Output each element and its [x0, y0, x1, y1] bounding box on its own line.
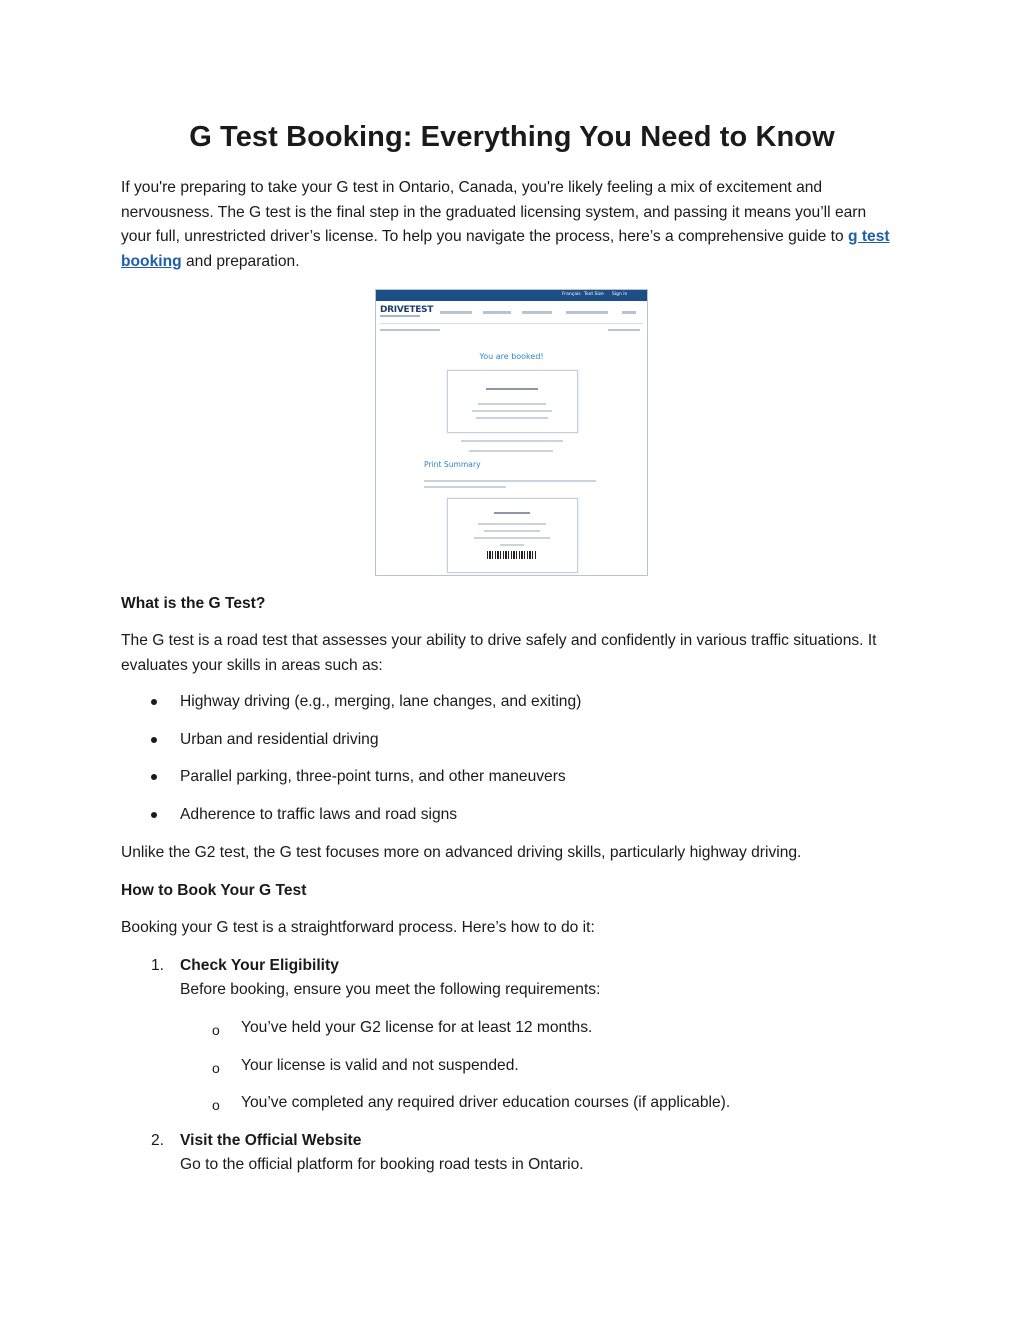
screenshot-sign-in: Sign in: [612, 292, 628, 297]
screenshot-nav-item: [522, 311, 552, 314]
list-item: [121, 690, 881, 728]
section-heading-how: How to Book Your G Test: [121, 882, 307, 899]
logo-tagline: [380, 315, 420, 317]
sub-list-item: [121, 1016, 881, 1054]
bullet-icon: [151, 737, 157, 743]
screenshot-text-size: Text Size: [584, 292, 604, 297]
booking-confirmation-image: [375, 289, 648, 576]
step-1: [121, 954, 881, 1004]
card-line: [478, 403, 546, 405]
list-item-text: Urban and residential driving: [180, 730, 379, 748]
step-title: Visit the Official Website: [180, 1132, 362, 1149]
step-description: Go to the official platform for booking road tests in Ontario.: [180, 1156, 584, 1173]
list-item-text: Parallel parking, three-point turns, and other maneuvers: [180, 768, 566, 786]
sub-list-item-text: You’ve completed any required driver education courses (if applicable).: [241, 1094, 731, 1112]
screenshot-breadcrumb: [380, 329, 440, 331]
screenshot-nav-item: [566, 311, 608, 314]
step-title: Check Your Eligibility: [180, 957, 339, 974]
screenshot-summary-line: [424, 480, 596, 482]
screenshot-summary-line: [424, 486, 506, 488]
list-item: [121, 728, 881, 766]
step-number: 2.: [151, 1132, 165, 1149]
screenshot-topbar: [376, 290, 647, 301]
ticket-line: [474, 537, 550, 539]
ticket-line: [500, 544, 524, 546]
sub-list-item: [121, 1091, 881, 1129]
circle-bullet-icon: o: [212, 1022, 220, 1038]
sub-list-item-text: You’ve held your G2 license for at least 12 months.: [241, 1019, 593, 1036]
screenshot-note-line: [461, 440, 563, 442]
intro-text: If you're preparing to take your G test in Ontario, Canada, you're likely feeling a mix of excitement and nervousness. The G test is the final step in the graduated licensing system, and passing it means you’ll earn your full, unrestricted driver’s license. To help you navigate the process, here’s a comprehensive guide to: [121, 179, 867, 245]
circle-bullet-icon: o: [212, 1059, 220, 1076]
ticket-line: [494, 512, 530, 514]
ticket-line: [484, 530, 540, 532]
what-paragraph: The G test is a road test that assesses your ability to drive safely and confidently in various traffic situations. It evaluates your skills in areas such as:: [121, 632, 877, 674]
list-item-text: Adherence to traffic laws and road signs: [180, 806, 458, 824]
list-item: [121, 765, 881, 803]
intro-paragraph: [121, 176, 896, 274]
how-paragraph: Booking your G test is a straightforward process. Here’s how to do it:: [121, 919, 595, 936]
g-test-booking-link[interactable]: g test booking: [121, 228, 890, 270]
barcode-icon: [487, 551, 537, 559]
screenshot-booked-heading: You are booked!: [479, 352, 544, 361]
list-item: [121, 803, 881, 841]
page-title: G Test Booking: Everything You Need to Know: [189, 121, 835, 153]
section-heading-what: What is the G Test?: [121, 595, 266, 612]
card-line: [486, 388, 538, 390]
screenshot-nav-item: [440, 311, 472, 314]
sub-list-item: [121, 1054, 881, 1092]
card-line: [476, 417, 548, 419]
screenshot-print-summary: Print Summary: [424, 460, 481, 469]
screenshot-nav-item: [483, 311, 511, 314]
step-description: Before booking, ensure you meet the following requirements:: [180, 981, 601, 998]
screenshot-divider: [380, 323, 643, 324]
eligibility-list: [121, 1016, 881, 1129]
bullet-icon: [151, 774, 157, 780]
sub-list-item-text: Your license is valid and not suspended.: [241, 1056, 519, 1074]
screenshot-note-line: [469, 450, 553, 452]
what-closing-paragraph: Unlike the G2 test, the G test focuses more on advanced driving skills, particularly highway driving.: [121, 844, 802, 861]
card-line: [472, 410, 552, 412]
drivetest-logo: DRIVETEST: [380, 305, 434, 315]
screenshot-booking-card: [447, 370, 578, 433]
bullet-icon: [151, 812, 157, 818]
ticket-line: [478, 523, 546, 525]
skills-list: [121, 690, 881, 841]
screenshot-language-link: Français: [562, 292, 581, 297]
bullet-icon: [151, 699, 157, 705]
circle-bullet-icon: o: [212, 1097, 220, 1114]
list-item-text: Highway driving (e.g., merging, lane changes, and exiting): [180, 693, 582, 710]
step-2: [121, 1129, 881, 1179]
intro-text-end: and preparation.: [181, 252, 300, 270]
screenshot-breadcrumb-right: [608, 329, 640, 331]
screenshot-ticket-card: [447, 498, 578, 573]
step-number: 1.: [151, 957, 165, 974]
screenshot-nav-item: [622, 311, 636, 314]
